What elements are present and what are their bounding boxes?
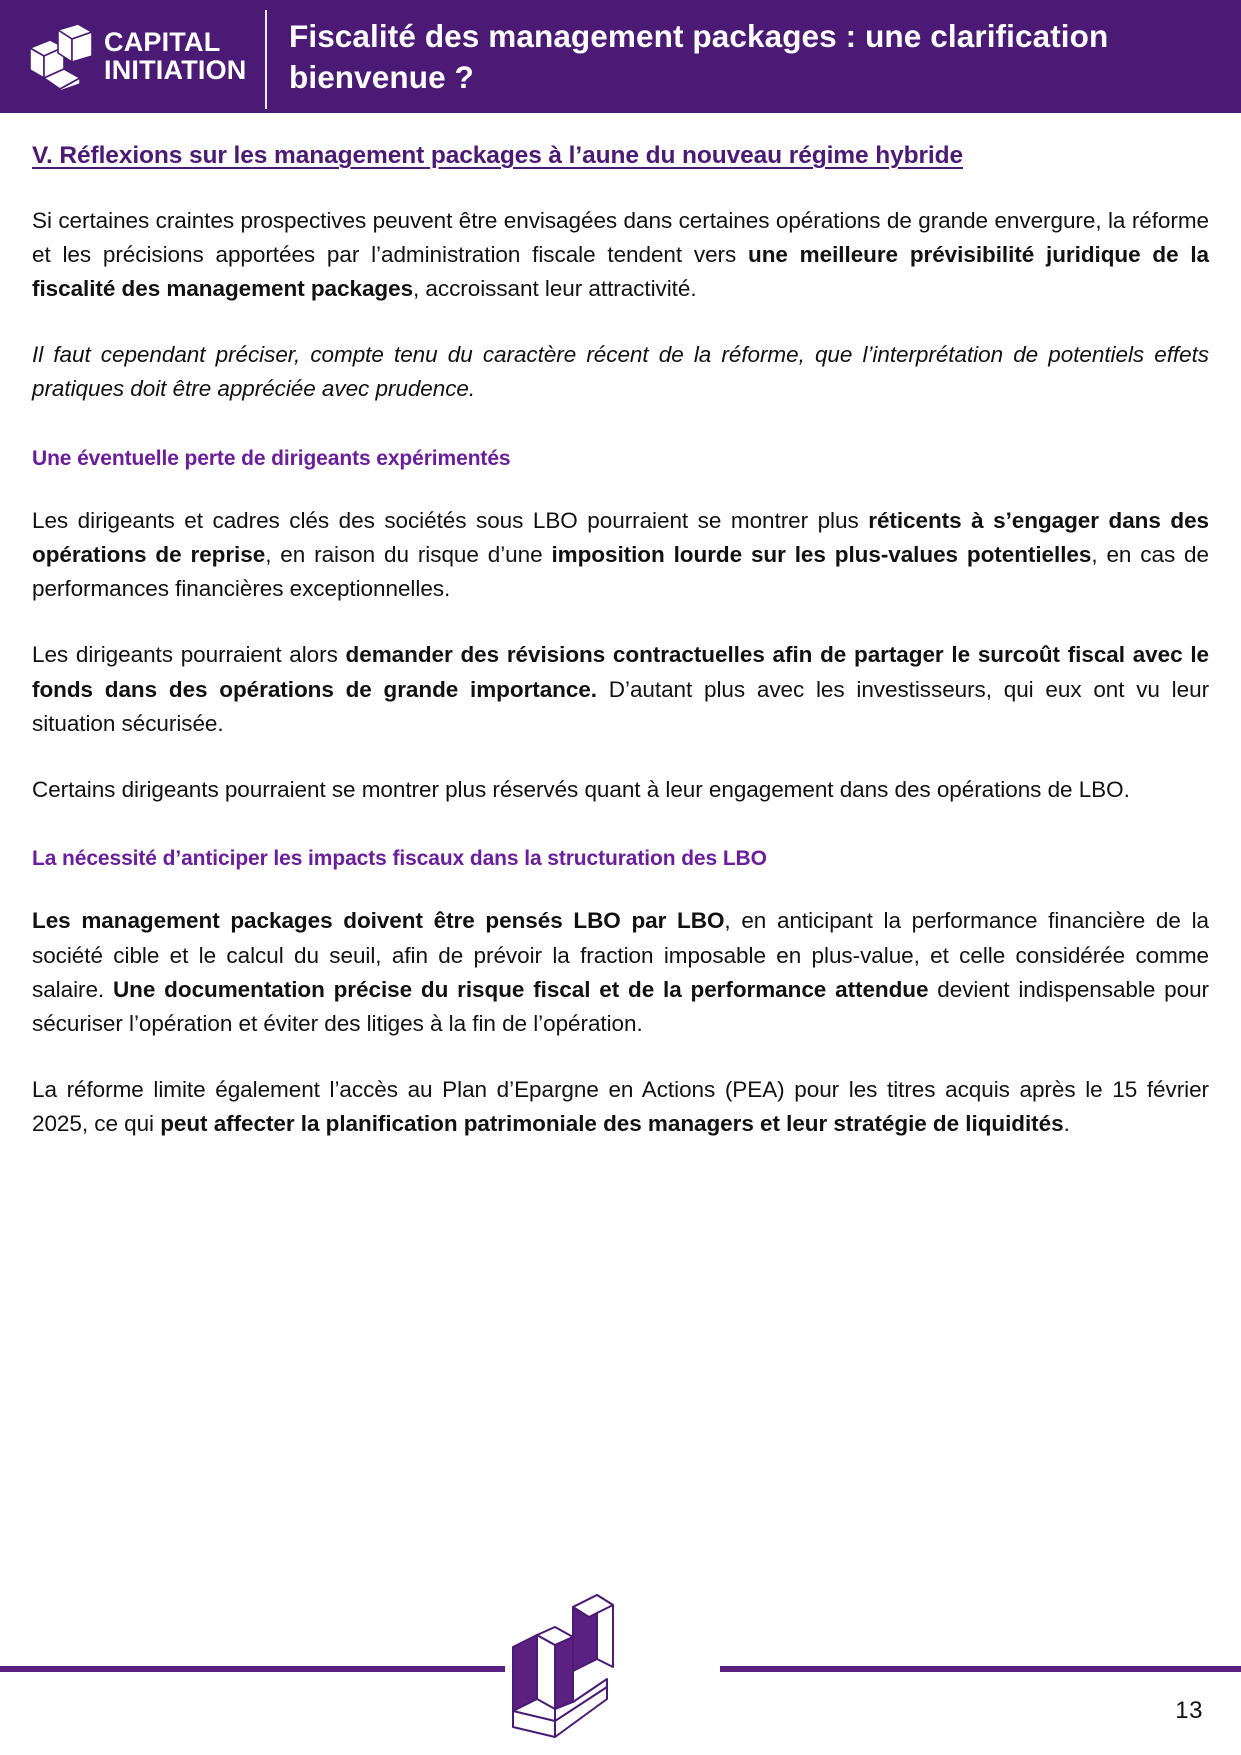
footer-rule-right	[720, 1666, 1241, 1672]
p4-text-2: D’autant plus avec les investisseurs, qui eux ont vu leur situation sécurisée.	[32, 676, 1210, 736]
brand-line-1: CAPITAL	[104, 26, 221, 57]
p6-text-2: devient indispensable pour sécuriser l’opération et éviter des litiges à la fin de l’opération.	[32, 976, 1209, 1037]
p4-text-1: Les dirigeants pourraient alors	[32, 642, 346, 668]
p6-text-1: , en anticipant la performance financière de la société cible et le calcul du seuil, afin de prévoir la fraction imposable en plus-value, et celle considérée comme salaire.	[32, 908, 1209, 1002]
brand-line-2: INITIATION	[104, 54, 247, 85]
paragraph-4	[32, 638, 1209, 741]
paragraph-7	[32, 1073, 1209, 1141]
paragraph-6	[32, 904, 1209, 1041]
p7-text-1: La réforme limite également l’accès au Plan d’Epargne en Actions (PEA) pour les titres acquis après le 15 février 2025, ce qui	[32, 1077, 1209, 1137]
p1-bold-1: une meilleure prévisibilité juridique de la fiscalité des management packages	[32, 241, 1209, 301]
p7-text-2: .	[1063, 1111, 1070, 1137]
section-heading: V. Réflexions sur les management packages à l’aune du nouveau régime hybride	[32, 142, 963, 169]
page-footer	[0, 1555, 1241, 1755]
footer-rule-left	[0, 1666, 505, 1672]
p3-text-1: Les dirigeants et cadres clés des sociétés sous LBO pourraient se montrer plus	[32, 507, 869, 533]
p6-bold-2: Une documentation précise du risque fiscal et de la performance attendue	[112, 976, 929, 1002]
p3-bold-1: réticents à s’engager dans des opérations de reprise	[32, 507, 1210, 568]
p1-text-1: Si certaines craintes prospectives peuvent être envisagées dans certaines opérations de grande envergure, la réforme et les précisions apportées par l’administration fiscale tendent vers	[32, 207, 1209, 267]
page-number: 13	[1175, 1697, 1203, 1724]
p3-bold-2: imposition lourde sur les plus-values potentielles	[551, 542, 1092, 568]
p6-bold-1: Les management packages doivent être pensés LBO par LBO	[32, 908, 725, 934]
p7-bold-1: peut affecter la planification patrimoniale des managers et leur stratégie de liquidités	[160, 1111, 1064, 1137]
subheading-1: Une éventuelle perte de dirigeants expérimentés	[32, 446, 511, 470]
header-title-block	[267, 0, 1241, 113]
header-divider	[265, 10, 267, 109]
page-title: Fiscalité des management packages : une clarification bienvenue ?	[289, 18, 1109, 95]
paragraph-2-italic: Il faut cependant préciser, compte tenu du caractère récent de la réforme, que l’interprétation de potentiels effets pratiques doit être appréciée avec prudence.	[32, 342, 1209, 402]
paragraph-5: Certains dirigeants pourraient se montrer plus réservés quant à leur engagement dans des opérations de LBO.	[32, 776, 1130, 802]
brand-block	[0, 0, 265, 113]
brand-wordmark	[104, 26, 247, 85]
subheading-2: La nécessité d’anticiper les impacts fiscaux dans la structuration des LBO	[32, 847, 767, 871]
page-header	[0, 0, 1241, 113]
document-body	[0, 113, 1241, 1142]
p1-text-2: , accroissant leur attractivité.	[413, 276, 697, 301]
p4-bold-1: demander des révisions contractuelles afin de partager le surcoût fiscal avec le fonds dans des opérations de grande importance.	[32, 642, 1209, 702]
paragraph-1	[32, 204, 1209, 307]
cube-logo-icon	[28, 22, 94, 92]
p3-text-2: , en raison du risque d’une	[265, 542, 552, 568]
paragraph-3	[32, 504, 1209, 607]
p3-text-3: , en cas de performances financières exceptionnelles.	[32, 542, 1209, 602]
cube-logo-icon	[495, 1587, 625, 1747]
